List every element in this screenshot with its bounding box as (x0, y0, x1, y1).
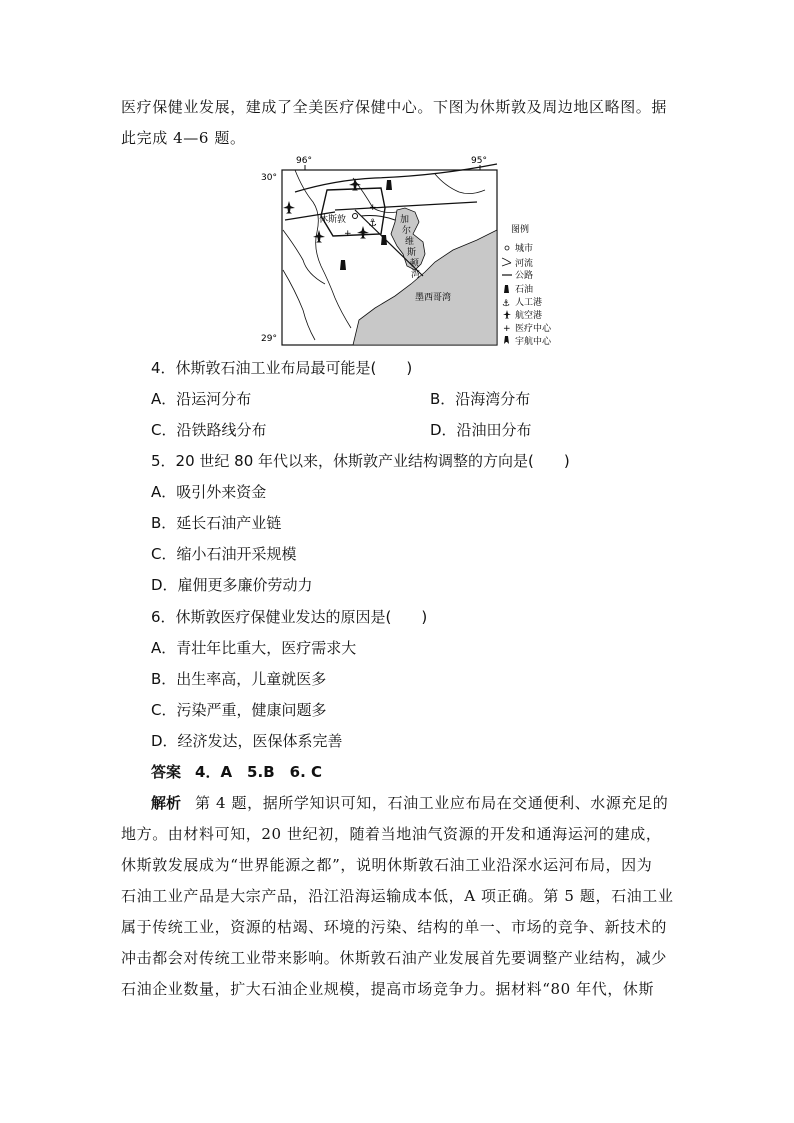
analysis-line-6: 冲击都会对传统工业带来影响。休斯敦石油产业发展首先要调整产业结构，减少 (121, 949, 668, 967)
medical-cross-icon: + (503, 324, 511, 334)
question-6-option-b: B．出生率高，儿童就医多 (151, 670, 327, 688)
oil-icon (340, 260, 346, 270)
legend-label-road: 公路 (515, 271, 534, 281)
bay-label-char: 斯 (407, 248, 417, 258)
bay-label-char: 尔 (402, 226, 412, 236)
question-5-stem: 5．20 世纪 80 年代以来，休斯敦产业结构调整的方向是( ) (151, 452, 570, 470)
aerospace-icon (504, 336, 509, 344)
oil-icon (386, 180, 392, 190)
analysis-line-2: 地方。由材料可知，20 世纪初，随着当地油气资源的开发和通海运河的建成， (121, 825, 662, 843)
analysis-line-5: 属于传统工业，资源的枯竭、环境的污染、结构的单一、市场的竞争、新技术的 (121, 918, 668, 936)
legend-label-aerospace: 宇航中心 (515, 337, 552, 347)
bay-label-char: 维 (405, 237, 415, 247)
question-4-option-c: C．沿铁路线分布 (151, 421, 267, 439)
analysis-line-4: 石油工业产品是大宗产品，沿江沿海运输成本低，A 项正确。第 5 题，石油工业 (121, 887, 674, 905)
airport-icon (503, 310, 511, 319)
lon-label-right: 95° (471, 156, 487, 166)
intro-line-2: 此完成 4—6 题。 (121, 129, 246, 147)
legend-label-city: 城市 (515, 244, 534, 254)
legend-label-river: 河流 (515, 259, 534, 269)
lat-label-top: 30° (261, 173, 277, 183)
analysis-line-1 (151, 793, 668, 813)
analysis-text-line-1: 第 4 题，据所学知识可知，石油工业应布局在交通便利、水源充足的 (195, 794, 669, 812)
question-6-option-d: D．经济发达，医保体系完善 (151, 732, 343, 750)
analysis-label: 解析 (151, 794, 182, 812)
city-dot-icon (505, 246, 509, 250)
answer-label: 答案 (151, 763, 182, 781)
lon-label-left: 96° (296, 156, 312, 166)
bay-label-char: 顿 (410, 259, 420, 269)
question-4-stem: 4．休斯敦石油工业布局最可能是( ) (151, 359, 413, 377)
bay-label-char: 加 (400, 215, 410, 225)
lat-label-bottom: 29° (261, 334, 277, 344)
question-5-option-a: A．吸引外来资金 (151, 483, 267, 501)
medical-cross-icon: + (344, 229, 352, 239)
analysis-line-7: 石油企业数量，扩大石油企业规模，提高市场竞争力。据材料“80 年代，休斯 (121, 980, 655, 998)
question-5-option-b: B．延长石油产业链 (151, 514, 282, 532)
oil-icon (504, 285, 509, 293)
legend-label-harbor: 人工港 (515, 298, 543, 308)
question-5-option-c: C．缩小石油开采规模 (151, 545, 297, 563)
oil-icon (381, 235, 387, 245)
question-6-option-c: C．污染严重，健康问题多 (151, 701, 327, 719)
houston-city-label: 休斯敦 (319, 215, 347, 225)
question-5-option-d: D．雇佣更多廉价劳动力 (151, 576, 313, 594)
question-4-option-d: D．沿油田分布 (430, 421, 532, 439)
answer-text: 4．A 5.B 6. C (195, 763, 322, 781)
question-6-option-a: A．青壮年比重大，医疗需求大 (151, 639, 357, 657)
bay-label-char: 湾 (411, 270, 421, 280)
gulf-label: 墨西哥湾 (415, 293, 452, 303)
question-6-stem: 6．休斯敦医疗保健业发达的原因是( ) (151, 608, 428, 626)
question-4-option-b: B．沿海湾分布 (430, 390, 531, 408)
medical-cross-icon: + (369, 203, 377, 213)
legend-label-medical: 医疗中心 (515, 324, 552, 334)
houston-city-dot (353, 214, 358, 219)
intro-line-1: 医疗保健业发展，建成了全美医疗保健中心。下图为休斯敦及周边地区略图。据 (121, 98, 668, 116)
harbor-anchor-icon: ⚓ (502, 299, 511, 309)
harbor-anchor-icon: ⚓ (368, 218, 377, 229)
legend-label-airport: 航空港 (515, 311, 543, 321)
legend-title: 图例 (511, 225, 530, 235)
answer-row (151, 762, 322, 782)
river-icon (502, 258, 511, 266)
legend (502, 242, 552, 347)
question-4-option-a: A．沿运河分布 (151, 390, 252, 408)
analysis-line-3: 休斯敦发展成为“世界能源之都”，说明休斯敦石油工业沿深水运河布局，因为 (121, 856, 653, 874)
houston-region-map (255, 150, 575, 350)
legend-label-oil: 石油 (515, 285, 534, 295)
